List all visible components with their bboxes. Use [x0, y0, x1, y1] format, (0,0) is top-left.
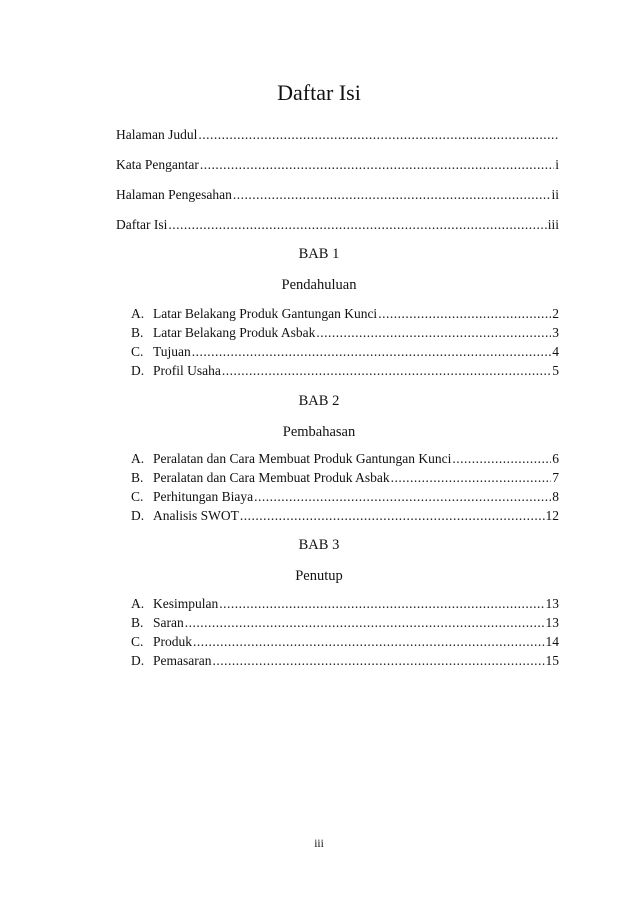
toc-entry-letter: C.	[131, 489, 144, 504]
chapter-title: Pembahasan	[282, 424, 356, 440]
toc-entry-label: Kata Pengantar	[116, 157, 199, 172]
toc-entry-label: Latar Belakang Produk Asbak	[153, 325, 316, 340]
toc-entry-label: Analisis SWOT	[153, 508, 239, 523]
toc-entry-page: 5	[552, 363, 559, 378]
toc-entry-page: 2	[552, 306, 559, 321]
dot-leader	[254, 489, 551, 505]
toc-entry[interactable]	[131, 325, 559, 344]
toc-entry-label: Halaman Judul	[116, 127, 198, 142]
toc-entry[interactable]	[131, 634, 559, 653]
toc-entry-page: 15	[545, 653, 559, 668]
toc-entry-label: Tujuan	[153, 344, 191, 359]
toc-entry-page: 8	[552, 489, 559, 504]
footer-page-number: iii	[314, 838, 324, 850]
toc-entry-page: ii	[551, 187, 559, 202]
toc-entry-kata-pengantar[interactable]	[116, 157, 559, 187]
toc-entry-label: Kesimpulan	[153, 596, 219, 611]
dot-leader	[185, 615, 545, 631]
toc-entry-page: 14	[545, 634, 559, 649]
toc-entry-letter: C.	[131, 344, 144, 359]
chapter-number: BAB 2	[298, 393, 340, 409]
page-title: Daftar Isi	[277, 80, 361, 105]
toc-entry[interactable]	[131, 344, 559, 363]
toc-entry[interactable]	[131, 470, 559, 489]
dot-leader	[222, 363, 551, 379]
toc-entry[interactable]	[131, 653, 559, 672]
toc-entry-letter: A.	[131, 306, 145, 321]
chapter-number: BAB 1	[298, 246, 340, 262]
dot-leader	[212, 653, 544, 669]
toc-entry-page: 3	[552, 325, 559, 340]
toc-entry-page: iii	[547, 217, 559, 232]
toc-entry-label: Latar Belakang Produk Gantungan Kunci	[153, 306, 378, 321]
dot-leader	[193, 634, 544, 650]
toc-entry-label: Peralatan dan Cara Membuat Produk Asbak	[153, 470, 390, 485]
toc-entry-label: Peralatan dan Cara Membuat Produk Gantungan Kunci	[153, 451, 452, 466]
toc-entry[interactable]	[131, 615, 559, 634]
toc-entry-halaman-pengesahan[interactable]	[116, 187, 559, 217]
toc-entry-page: 4	[552, 344, 559, 359]
toc-entry-page: i	[555, 157, 559, 172]
dot-leader	[378, 306, 551, 322]
toc-entry[interactable]	[131, 489, 559, 508]
chapter-title: Penutup	[295, 568, 343, 584]
toc-entry-letter: D.	[131, 363, 145, 378]
chapter-title: Pendahuluan	[281, 277, 357, 293]
dot-leader	[198, 127, 558, 143]
toc-entry-letter: A.	[131, 451, 145, 466]
toc-entry-page: 12	[545, 508, 559, 523]
toc-entry[interactable]	[131, 306, 559, 325]
toc-entry-page: 7	[552, 470, 559, 485]
toc-entry-label: Saran	[153, 615, 184, 630]
dot-leader	[240, 508, 545, 524]
toc-entry-page: 13	[545, 596, 559, 611]
toc-entry-halaman-judul[interactable]	[116, 127, 559, 157]
toc-entry-label: Perhitungan Biaya	[153, 489, 254, 504]
toc-entry-daftar-isi[interactable]	[116, 217, 559, 247]
toc-entry-letter: C.	[131, 634, 144, 649]
dot-leader	[233, 187, 551, 203]
toc-entry[interactable]	[131, 363, 559, 382]
toc-entry-label: Profil Usaha	[153, 363, 221, 378]
toc-entry[interactable]	[131, 508, 559, 527]
toc-entry-label: Halaman Pengesahan	[116, 187, 232, 202]
toc-entry-letter: B.	[131, 470, 144, 485]
dot-leader	[219, 596, 544, 612]
dot-leader	[391, 470, 552, 486]
toc-entry[interactable]	[131, 596, 559, 615]
toc-entry-letter: D.	[131, 653, 145, 668]
toc-entry-letter: A.	[131, 596, 145, 611]
toc-entry-page: 6	[552, 451, 559, 466]
dot-leader	[316, 325, 551, 341]
dot-leader	[452, 451, 551, 467]
dot-leader	[200, 157, 554, 173]
toc-entry-label: Produk	[153, 634, 193, 649]
chapter-number: BAB 3	[298, 537, 340, 553]
toc-entry-letter: B.	[131, 325, 144, 340]
toc-entry-letter: B.	[131, 615, 144, 630]
toc-entry-label: Daftar Isi	[116, 217, 168, 232]
toc-entry-letter: D.	[131, 508, 145, 523]
toc-entry[interactable]	[131, 451, 559, 470]
chapter-2-list	[131, 451, 559, 527]
dot-leader	[192, 344, 551, 360]
dot-leader	[168, 217, 546, 233]
front-matter-list	[116, 127, 559, 247]
chapter-1-list	[131, 306, 559, 382]
chapter-3-list	[131, 596, 559, 672]
toc-entry-page: 13	[545, 615, 559, 630]
toc-entry-label: Pemasaran	[153, 653, 212, 668]
